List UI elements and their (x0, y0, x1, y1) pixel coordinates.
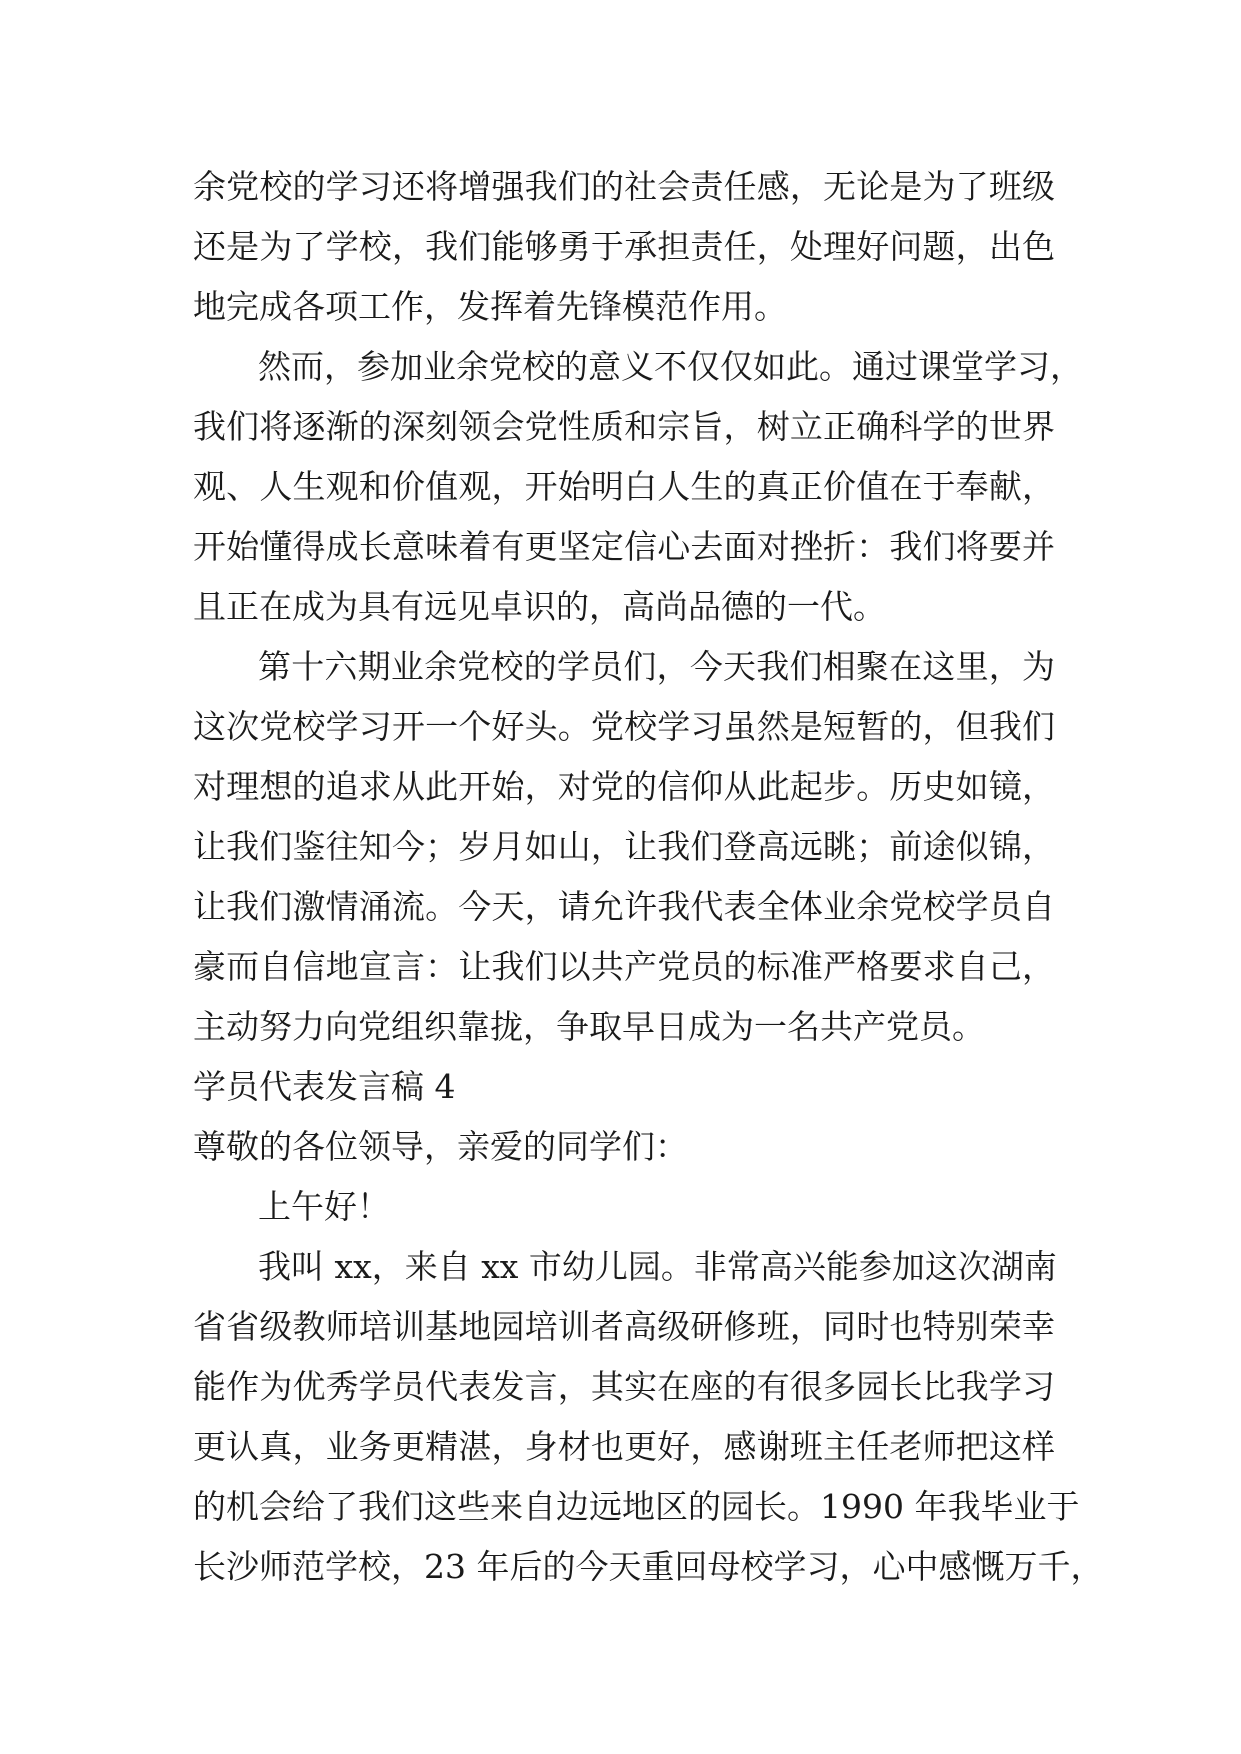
paragraph-line: 余党校的学习还将增强我们的社会责任感，无论是为了班级 (193, 167, 1055, 206)
paragraph-line: 能作为优秀学员代表发言，其实在座的有很多园长比我学习 (193, 1367, 1055, 1406)
paragraph-line: 省省级教师培训基地园培训者高级研修班，同时也特别荣幸 (193, 1307, 1055, 1346)
paragraph-line: 我们将逐渐的深刻领会党性质和宗旨，树立正确科学的世界 (193, 407, 1055, 446)
paragraph-line: 主动努力向党组织靠拢，争取早日成为一名共产党员。 (193, 1007, 985, 1046)
paragraph-line: 这次党校学习开一个好头。党校学习虽然是短暂的，但我们 (193, 707, 1055, 746)
salutation: 尊敬的各位领导，亲爱的同学们： (193, 1127, 688, 1166)
paragraph-line: 观、人生观和价值观，开始明白人生的真正价值在于奉献， (193, 467, 1055, 506)
paragraph-line: 的机会给了我们这些来自边远地区的园长。1990 年我毕业于 (193, 1487, 1080, 1526)
paragraph-line: 开始懂得成长意味着有更坚定信心去面对挫折：我们将要并 (193, 527, 1055, 566)
paragraph-line: 地完成各项工作，发挥着先锋模范作用。 (193, 287, 787, 326)
greeting: 上午好！ (258, 1187, 390, 1226)
paragraph-line: 让我们激情涌流。今天，请允许我代表全体业余党校学员自 (193, 887, 1055, 926)
paragraph-line: 长沙师范学校，23 年后的今天重回母校学习，心中感慨万千， (193, 1547, 1104, 1586)
paragraph-line: 且正在成为具有远见卓识的，高尚品德的一代。 (193, 587, 886, 626)
paragraph-line: 还是为了学校，我们能够勇于承担责任，处理好问题，出色 (193, 227, 1055, 266)
paragraph-line: 对理想的追求从此开始，对党的信仰从此起步。历史如镜， (193, 767, 1055, 806)
paragraph-line: 第十六期业余党校的学员们，今天我们相聚在这里，为 (258, 647, 1055, 686)
paragraph-line: 更认真，业务更精湛，身材也更好，感谢班主任老师把这样 (193, 1427, 1055, 1466)
paragraph-line: 让我们鉴往知今；岁月如山，让我们登高远眺；前途似锦， (193, 827, 1055, 866)
paragraph-line: 然而，参加业余党校的意义不仅仅如此。通过课堂学习， (258, 347, 1083, 386)
section-heading: 学员代表发言稿 4 (193, 1067, 456, 1106)
paragraph-line: 我叫 xx，来自 xx 市幼儿园。非常高兴能参加这次湖南 (258, 1247, 1057, 1286)
paragraph-line: 豪而自信地宣言：让我们以共产党员的标准严格要求自己， (193, 947, 1055, 986)
